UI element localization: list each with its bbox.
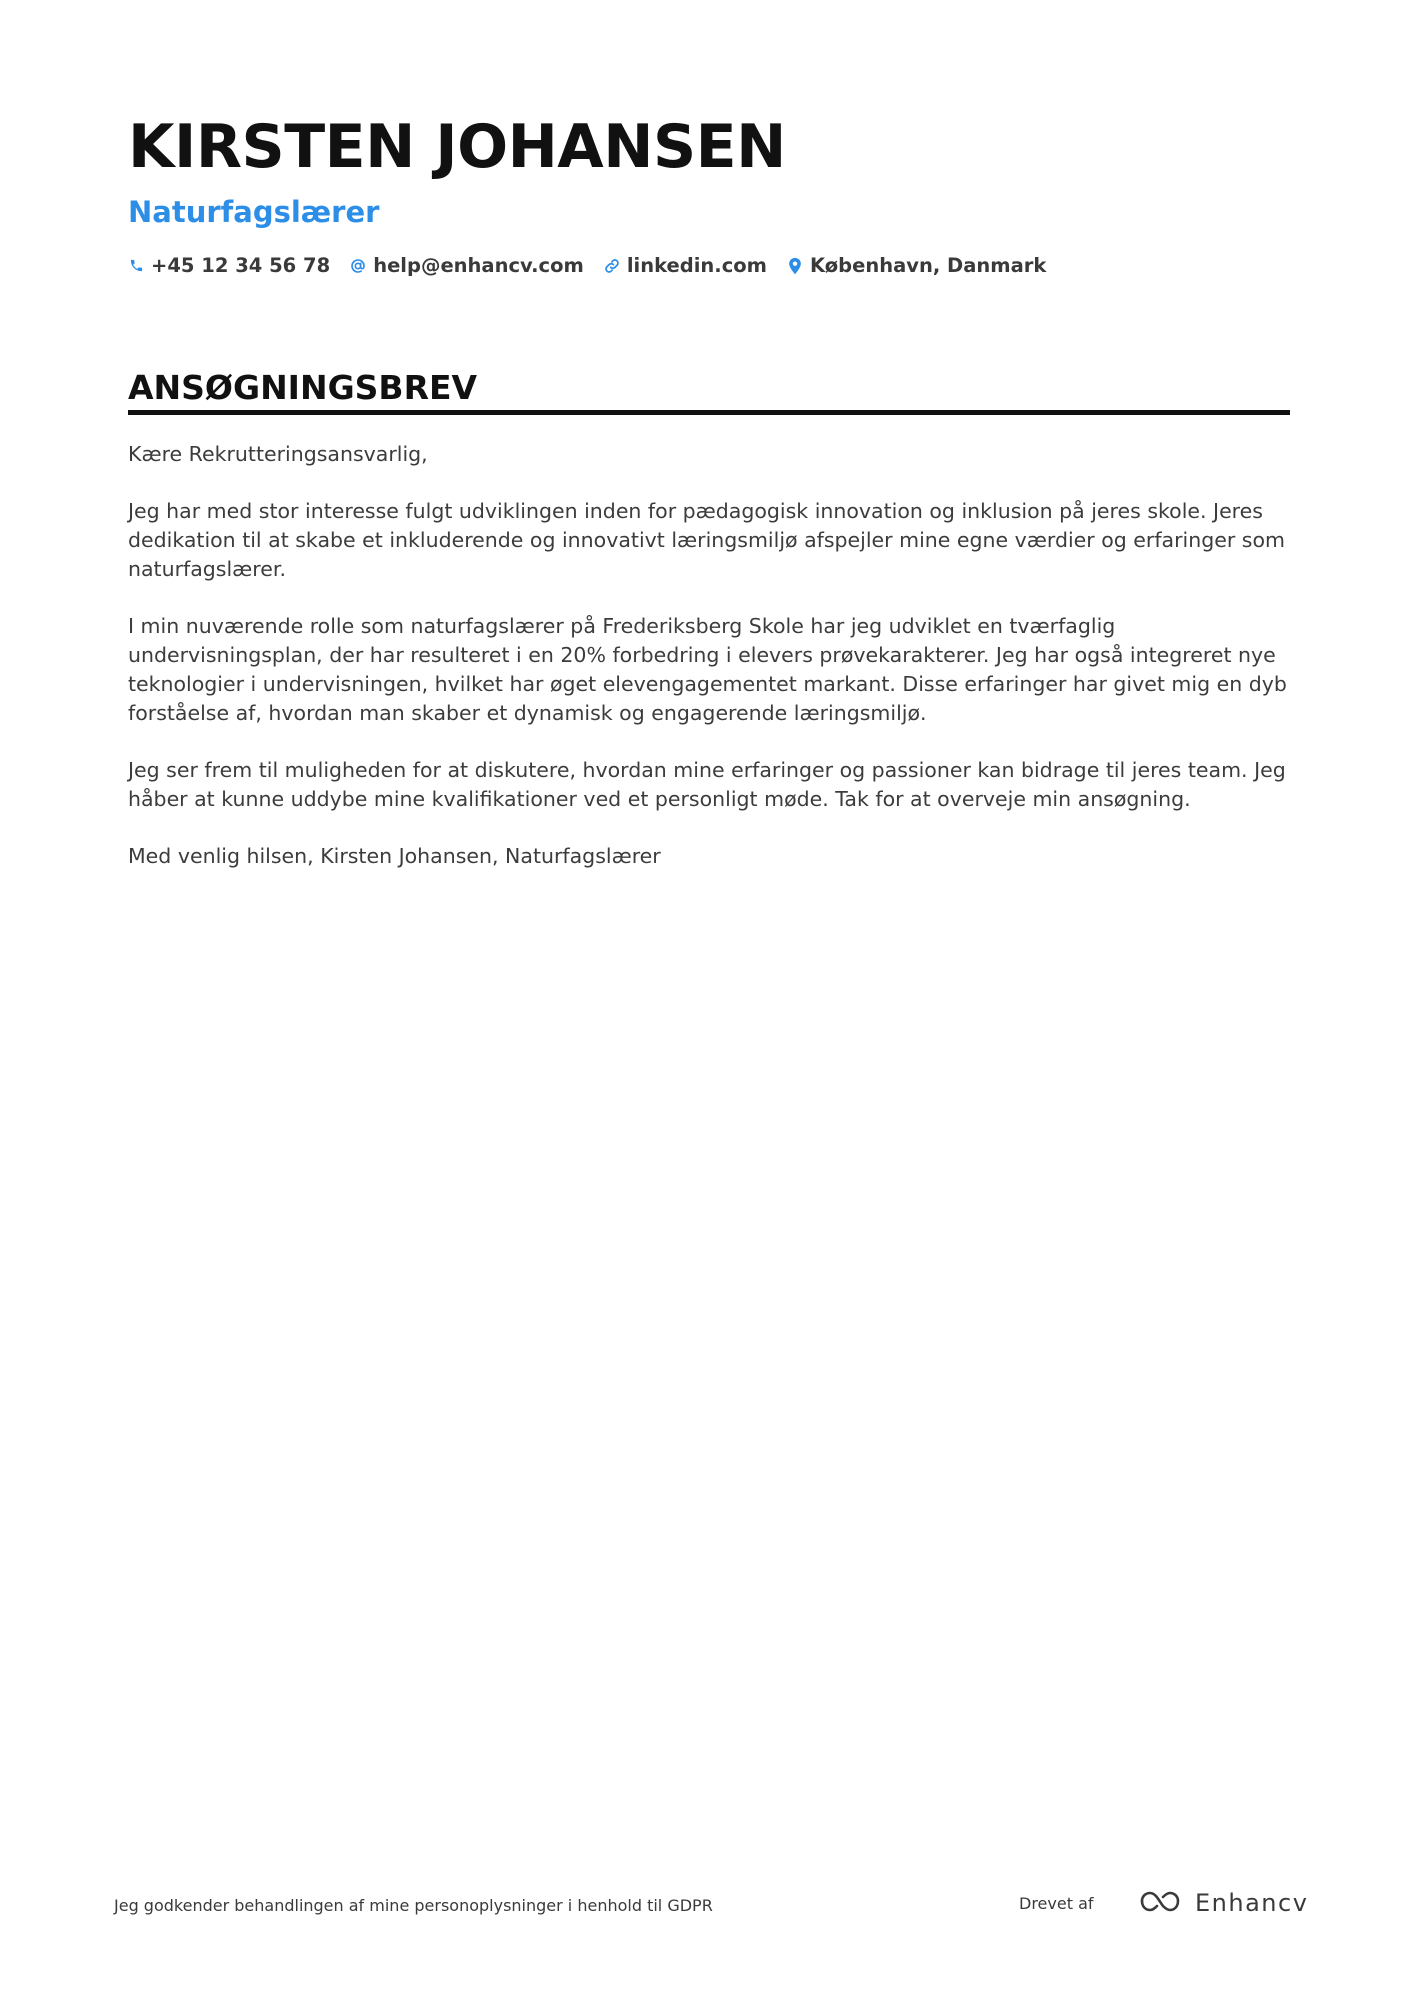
contact-location-text: København, Danmark <box>809 254 1047 277</box>
gdpr-consent-text: Jeg godkender behandlingen af mine personoplysninger i henhold til GDPR <box>114 1896 713 1915</box>
location-pin-icon <box>787 257 803 275</box>
contact-phone-text: +45 12 34 56 78 <box>151 254 331 277</box>
candidate-name: KIRSTEN JOHANSEN <box>128 112 786 182</box>
contact-phone <box>128 254 330 277</box>
contact-location <box>787 254 1046 277</box>
letter-salutation: Kære Rekrutteringsansvarlig, <box>128 442 428 466</box>
contact-linkedin[interactable] <box>604 254 767 277</box>
phone-icon <box>128 257 144 275</box>
header <box>128 108 1288 277</box>
enhancv-logo-icon <box>1139 1888 1185 1918</box>
footer <box>114 1888 1309 1924</box>
link-icon <box>604 257 620 275</box>
contact-email-text[interactable]: help@enhancv.com <box>373 254 584 277</box>
enhancv-brand-link[interactable] <box>1139 1888 1308 1918</box>
contact-email[interactable] <box>350 254 584 277</box>
letter-paragraph: I min nuværende rolle som naturfagslærer på Frederiksberg Skole har jeg udviklet en tværfaglig undervisningsplan, der har resulteret i en 20% forbedring i elevers prøvekarakterer. Jeg har også integreret nye teknologier i undervisningen, hvilket har øget elevengagementet markant. Disse erfaringer har givet mig en dyb forståelse af, hvordan man skaber et dynamisk og engagerende læringsmiljø. <box>128 614 1287 725</box>
job-title: Naturfagslærer <box>128 195 380 229</box>
contact-bar <box>128 254 1288 277</box>
contact-linkedin-text[interactable]: linkedin.com <box>626 254 767 277</box>
powered-by-label: Drevet af <box>1019 1894 1094 1913</box>
letter-paragraph: Jeg ser frem til muligheden for at diskutere, hvordan mine erfaringer og passioner kan bidrage til jeres team. Jeg håber at kunne uddybe mine kvalifikationer ved et personligt møde. Tak for at overveje min ansøgning. <box>128 758 1286 811</box>
at-icon <box>350 257 366 275</box>
letter-closing: Med venlig hilsen, Kirsten Johansen, Naturfagslærer <box>128 844 661 868</box>
section-title: ANSØGNINGSBREV <box>128 366 1290 415</box>
letter-paragraph: Jeg har med stor interesse fulgt udviklingen inden for pædagogisk innovation og inklusion på jeres skole. Jeres dedikation til at skabe et inkluderende og innovativt læringsmiljø afspejler mine egne værdier og erfaringer som naturfagslærer. <box>128 499 1285 581</box>
letter-body <box>128 440 1300 899</box>
enhancv-brand-name[interactable]: Enhancv <box>1195 1889 1309 1917</box>
